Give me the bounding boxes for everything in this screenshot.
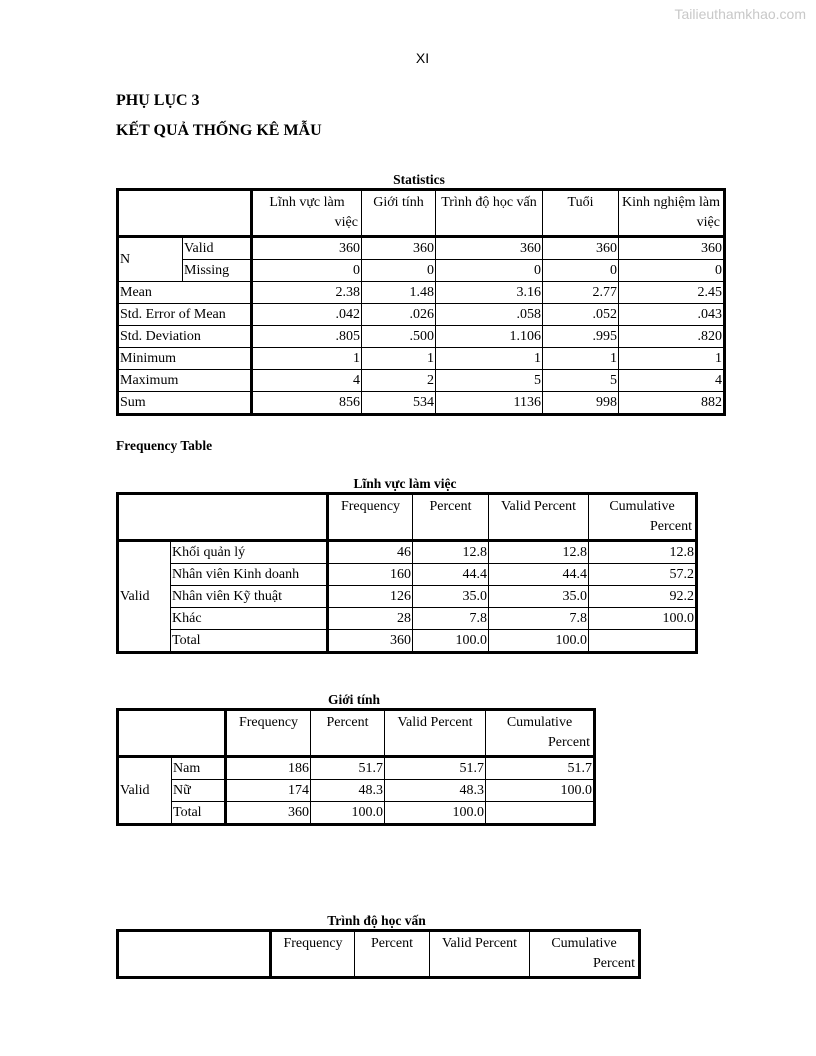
stat-cell: 856 bbox=[252, 392, 362, 415]
stat-cell: 4 bbox=[619, 370, 725, 392]
frequency-table-label: Frequency Table bbox=[116, 438, 213, 453]
cell-cumulative: 12.8 bbox=[589, 541, 697, 564]
stat-cell: 360 bbox=[543, 237, 619, 260]
table-row bbox=[118, 564, 697, 586]
table-row bbox=[118, 608, 697, 630]
stat-col-header: Tuổi bbox=[543, 190, 619, 237]
table-row bbox=[118, 757, 595, 780]
stat-cell: 4 bbox=[252, 370, 362, 392]
cell-valid-percent: 35.0 bbox=[489, 586, 589, 608]
cell-cumulative: 57.2 bbox=[589, 564, 697, 586]
appendix-title: PHỤ LỤC 3 bbox=[116, 92, 200, 109]
stat-cell: 1 bbox=[619, 348, 725, 370]
stat-cell: 1 bbox=[543, 348, 619, 370]
stat-cell: 0 bbox=[436, 260, 543, 282]
stat-row-label: Maximum bbox=[118, 370, 252, 392]
stat-cell: 360 bbox=[619, 237, 725, 260]
col-header-percent: Percent bbox=[355, 931, 430, 978]
cell-cumulative: 51.7 bbox=[486, 757, 595, 780]
stat-cell: 0 bbox=[543, 260, 619, 282]
stat-row-sum bbox=[118, 392, 725, 415]
cell-frequency: 160 bbox=[328, 564, 413, 586]
watermark: Tailieuthamkhao.com bbox=[674, 6, 806, 22]
row-label: Nhân viên Kỹ thuật bbox=[171, 586, 328, 608]
stat-cell: 2.38 bbox=[252, 282, 362, 304]
stat-cell: .042 bbox=[252, 304, 362, 326]
stat-cell: .820 bbox=[619, 326, 725, 348]
stat-col-header: Giới tính bbox=[362, 190, 436, 237]
cell-frequency: 46 bbox=[328, 541, 413, 564]
row-label: Nữ bbox=[172, 780, 226, 802]
stat-cell: 2.77 bbox=[543, 282, 619, 304]
col-header-frequency: Frequency bbox=[328, 494, 413, 541]
cell-cumulative: 100.0 bbox=[589, 608, 697, 630]
stat-cell: .500 bbox=[362, 326, 436, 348]
cell-percent: 12.8 bbox=[413, 541, 489, 564]
gioi-tinh-header-row bbox=[118, 710, 595, 757]
cell-valid-percent: 44.4 bbox=[489, 564, 589, 586]
trinh-do-table bbox=[116, 929, 641, 979]
stat-cell: 5 bbox=[543, 370, 619, 392]
stat-cell: 3.16 bbox=[436, 282, 543, 304]
stat-cell: .995 bbox=[543, 326, 619, 348]
stat-row-label: Std. Deviation bbox=[118, 326, 252, 348]
statistics-table bbox=[116, 188, 726, 416]
cell-cumulative bbox=[589, 630, 697, 653]
stat-cell: .052 bbox=[543, 304, 619, 326]
stat-row-valid bbox=[118, 237, 725, 260]
linh-vuc-header-row bbox=[118, 494, 697, 541]
table-row bbox=[118, 802, 595, 825]
stat-cell: 0 bbox=[619, 260, 725, 282]
row-label: Total bbox=[171, 630, 328, 653]
col-header-valid-percent: Valid Percent bbox=[430, 931, 530, 978]
trinh-do-header-row bbox=[118, 931, 640, 978]
stat-row-minimum bbox=[118, 348, 725, 370]
stat-row-missing bbox=[118, 260, 725, 282]
col-header-cumulative: Cumulative Percent bbox=[486, 710, 595, 757]
gioi-tinh-caption: Giới tính bbox=[327, 692, 381, 707]
row-label: Total bbox=[172, 802, 226, 825]
col-header-cumulative: Cumulative Percent bbox=[530, 931, 640, 978]
stat-cell: 1 bbox=[436, 348, 543, 370]
stat-col-header: Lĩnh vực làm việc bbox=[252, 190, 362, 237]
cell-valid-percent: 51.7 bbox=[385, 757, 486, 780]
table-row bbox=[118, 780, 595, 802]
stat-col-header: Kinh nghiệm làm việc bbox=[619, 190, 725, 237]
table-row bbox=[118, 630, 697, 653]
stat-cell: 1136 bbox=[436, 392, 543, 415]
stat-row-mean bbox=[118, 282, 725, 304]
stat-cell: 1.48 bbox=[362, 282, 436, 304]
stat-row-std-error bbox=[118, 304, 725, 326]
appendix-subtitle: KẾT QUẢ THỐNG KÊ MẪU bbox=[116, 122, 322, 139]
col-header-frequency: Frequency bbox=[226, 710, 311, 757]
stat-cell: 360 bbox=[436, 237, 543, 260]
cell-percent: 100.0 bbox=[413, 630, 489, 653]
cell-valid-percent: 48.3 bbox=[385, 780, 486, 802]
cell-cumulative: 100.0 bbox=[486, 780, 595, 802]
linh-vuc-table bbox=[116, 492, 698, 654]
stat-row-label: Sum bbox=[118, 392, 252, 415]
cell-frequency: 186 bbox=[226, 757, 311, 780]
cell-valid-percent: 100.0 bbox=[385, 802, 486, 825]
stat-cell: 1 bbox=[362, 348, 436, 370]
stat-cell: 534 bbox=[362, 392, 436, 415]
col-header-valid-percent: Valid Percent bbox=[489, 494, 589, 541]
row-label: Nam bbox=[172, 757, 226, 780]
cell-percent: 35.0 bbox=[413, 586, 489, 608]
cell-percent: 44.4 bbox=[413, 564, 489, 586]
stat-cell: 0 bbox=[252, 260, 362, 282]
cell-frequency: 174 bbox=[226, 780, 311, 802]
row-label: Khối quản lý bbox=[171, 541, 328, 564]
stat-row-label: Missing bbox=[183, 260, 252, 282]
stat-cell: 2.45 bbox=[619, 282, 725, 304]
stat-cell: 882 bbox=[619, 392, 725, 415]
trinh-do-caption: Trình độ học vấn bbox=[327, 913, 426, 928]
cell-percent: 7.8 bbox=[413, 608, 489, 630]
stat-cell: 0 bbox=[362, 260, 436, 282]
cell-percent: 100.0 bbox=[311, 802, 385, 825]
stat-cell: 1.106 bbox=[436, 326, 543, 348]
stat-col-header: Trình độ học vấn bbox=[436, 190, 543, 237]
stat-n-label: N bbox=[118, 237, 183, 282]
col-header-valid-percent: Valid Percent bbox=[385, 710, 486, 757]
gioi-tinh-table bbox=[116, 708, 596, 826]
stat-cell: 2 bbox=[362, 370, 436, 392]
cell-valid-percent: 100.0 bbox=[489, 630, 589, 653]
statistics-header-row bbox=[118, 190, 725, 237]
valid-label: Valid bbox=[118, 757, 172, 825]
cell-frequency: 360 bbox=[226, 802, 311, 825]
col-header-frequency: Frequency bbox=[271, 931, 355, 978]
stat-cell: .058 bbox=[436, 304, 543, 326]
stat-row-std-deviation bbox=[118, 326, 725, 348]
cell-cumulative bbox=[486, 802, 595, 825]
valid-label: Valid bbox=[118, 541, 171, 653]
table-row bbox=[118, 541, 697, 564]
cell-valid-percent: 7.8 bbox=[489, 608, 589, 630]
cell-cumulative: 92.2 bbox=[589, 586, 697, 608]
stat-row-label: Mean bbox=[118, 282, 252, 304]
row-label: Khác bbox=[171, 608, 328, 630]
statistics-caption: Statistics bbox=[393, 172, 445, 187]
stat-cell: 1 bbox=[252, 348, 362, 370]
page-number: XI bbox=[415, 50, 430, 66]
col-header-percent: Percent bbox=[413, 494, 489, 541]
row-label: Nhân viên Kinh doanh bbox=[171, 564, 328, 586]
stat-cell: .043 bbox=[619, 304, 725, 326]
cell-frequency: 360 bbox=[328, 630, 413, 653]
cell-percent: 48.3 bbox=[311, 780, 385, 802]
stat-cell: .026 bbox=[362, 304, 436, 326]
cell-frequency: 28 bbox=[328, 608, 413, 630]
cell-percent: 51.7 bbox=[311, 757, 385, 780]
stat-row-label: Valid bbox=[183, 237, 252, 260]
cell-frequency: 126 bbox=[328, 586, 413, 608]
stat-row-label: Minimum bbox=[118, 348, 252, 370]
stat-cell: 360 bbox=[362, 237, 436, 260]
stat-cell: 998 bbox=[543, 392, 619, 415]
stat-row-maximum bbox=[118, 370, 725, 392]
linh-vuc-caption: Lĩnh vực làm việc bbox=[353, 476, 457, 491]
col-header-cumulative: Cumulative Percent bbox=[589, 494, 697, 541]
stat-cell: 5 bbox=[436, 370, 543, 392]
table-row bbox=[118, 586, 697, 608]
stat-cell: .805 bbox=[252, 326, 362, 348]
stat-cell: 360 bbox=[252, 237, 362, 260]
cell-valid-percent: 12.8 bbox=[489, 541, 589, 564]
col-header-percent: Percent bbox=[311, 710, 385, 757]
stat-row-label: Std. Error of Mean bbox=[118, 304, 252, 326]
